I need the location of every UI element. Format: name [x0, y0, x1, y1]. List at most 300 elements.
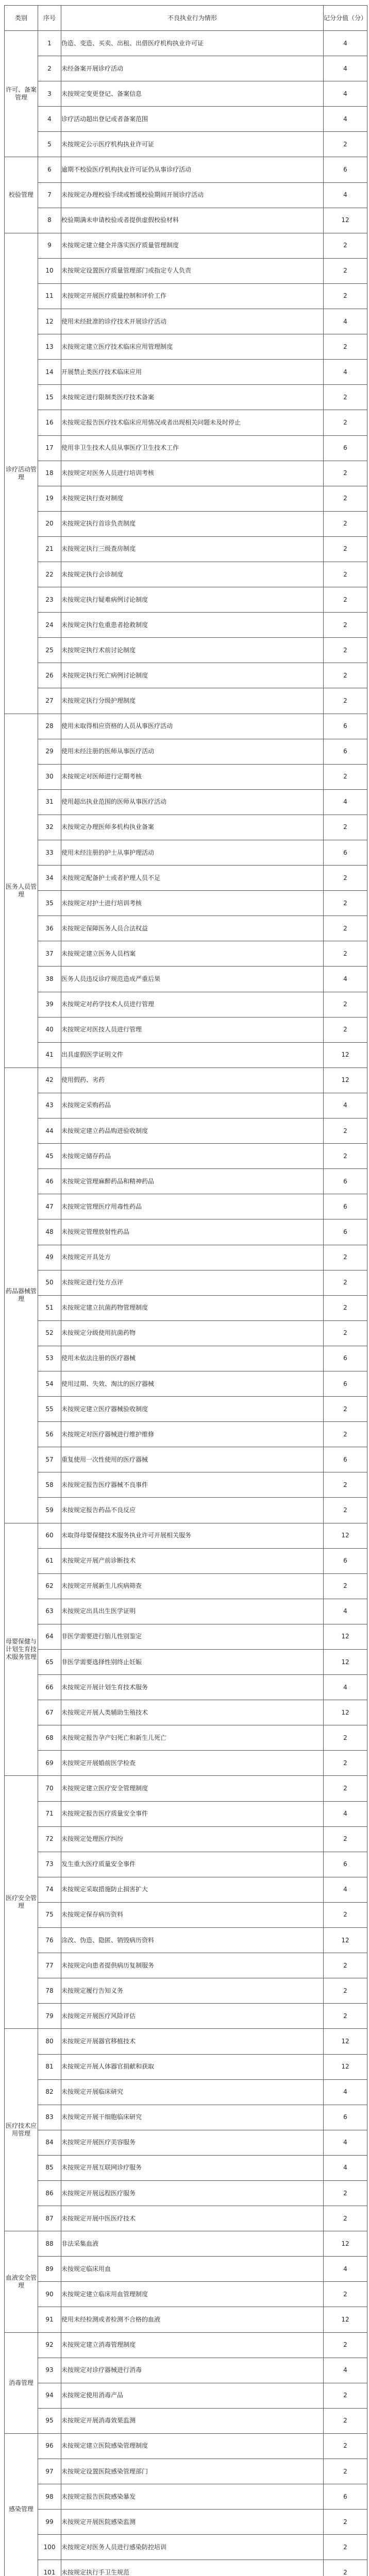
score-cell: 6 — [324, 1219, 367, 1245]
table-row — [5, 2408, 367, 2433]
score-cell: 4 — [324, 1877, 367, 1902]
number-cell: 99 — [38, 2510, 61, 2535]
number-cell: 43 — [38, 1093, 61, 1118]
score-cell: 2 — [324, 562, 367, 587]
number-cell: 26 — [38, 663, 61, 688]
criteria-cell: 未按规定执行查对制度 — [61, 486, 324, 511]
score-cell: 2 — [324, 511, 367, 536]
criteria-cell: 未按规定建立临床用血管理制度 — [61, 2282, 324, 2307]
number-cell: 88 — [38, 2231, 61, 2257]
number-cell: 81 — [38, 2054, 61, 2079]
table-row — [5, 511, 367, 536]
table-row — [5, 1978, 367, 2004]
number-cell: 13 — [38, 334, 61, 360]
number-cell: 37 — [38, 941, 61, 967]
score-cell: 4 — [324, 1801, 367, 1826]
number-cell: 17 — [38, 435, 61, 461]
number-cell: 19 — [38, 486, 61, 511]
number-cell: 45 — [38, 1144, 61, 1169]
score-cell: 2 — [324, 2408, 367, 2433]
number-cell: 22 — [38, 562, 61, 587]
criteria-cell: 未按规定对医务人员进行培训考核 — [61, 461, 324, 486]
number-cell: 39 — [38, 992, 61, 1017]
score-cell: 12 — [324, 1042, 367, 1067]
scoring-table — [4, 5, 367, 2576]
table-row — [5, 840, 367, 866]
number-cell: 94 — [38, 2383, 61, 2408]
category-cell: 医务人员管理 — [5, 714, 38, 1067]
number-cell: 27 — [38, 688, 61, 714]
number-cell: 67 — [38, 1700, 61, 1725]
table-row — [5, 1953, 367, 1978]
score-cell: 2 — [324, 866, 367, 891]
score-cell: 2 — [324, 410, 367, 435]
score-cell: 12 — [324, 2231, 367, 2257]
number-cell: 92 — [38, 2332, 61, 2358]
score-cell: 2 — [324, 663, 367, 688]
table-row — [5, 1346, 367, 1371]
score-cell: 2 — [324, 941, 367, 967]
criteria-cell: 未按规定执行首诊负责制度 — [61, 511, 324, 536]
criteria-cell: 非医学需要进行胎儿性别鉴定 — [61, 1624, 324, 1649]
criteria-cell: 未按规定建立医疗技术临床应用管理制度 — [61, 334, 324, 360]
score-cell: 2 — [324, 1776, 367, 1801]
criteria-cell: 未按规定报告医院感染暴发 — [61, 2484, 324, 2510]
criteria-cell: 未按规定执行术前讨论制度 — [61, 638, 324, 663]
number-cell: 14 — [38, 360, 61, 385]
table-row — [5, 2307, 367, 2332]
number-cell: 18 — [38, 461, 61, 486]
table-row — [5, 1118, 367, 1144]
table-row — [5, 2155, 367, 2180]
number-cell: 3 — [38, 81, 61, 107]
table-row — [5, 1650, 367, 1675]
criteria-cell: 未按规定执行会诊制度 — [61, 562, 324, 587]
criteria-cell: 使用未经批准的诊疗技术开展诊疗活动 — [61, 309, 324, 334]
table-row — [5, 1573, 367, 1599]
table-row — [5, 309, 367, 334]
number-cell: 87 — [38, 2206, 61, 2231]
criteria-cell: 非法采集血液 — [61, 2231, 324, 2257]
criteria-cell: 未按规定建立健全并落实医疗质量管理制度 — [61, 233, 324, 258]
criteria-cell: 未按规定履行告知义务 — [61, 1978, 324, 2004]
criteria-cell: 诊疗活动超出登记或者备案范围 — [61, 107, 324, 132]
table-row — [5, 2332, 367, 2358]
table-body — [5, 31, 367, 2576]
category-cell: 感染管理 — [5, 2433, 38, 2576]
number-cell: 9 — [38, 233, 61, 258]
table-row — [5, 866, 367, 891]
criteria-cell: 使用过期、失效、淘汰的医疗器械 — [61, 1371, 324, 1396]
criteria-cell: 未按规定开展计划生育技术服务 — [61, 1675, 324, 1700]
table-row — [5, 1700, 367, 1725]
category-cell: 许可、备案管理 — [5, 31, 38, 157]
score-cell: 6 — [324, 1852, 367, 1877]
score-cell: 6 — [324, 739, 367, 764]
score-cell: 2 — [324, 1953, 367, 1978]
score-cell: 4 — [324, 56, 367, 81]
score-cell: 2 — [324, 1978, 367, 2004]
table-row — [5, 486, 367, 511]
category-cell: 血液安全管理 — [5, 2231, 38, 2332]
number-cell: 73 — [38, 1852, 61, 1877]
table-row — [5, 2433, 367, 2459]
criteria-cell: 重复使用一次性使用的医疗器械 — [61, 1447, 324, 1472]
table-row — [5, 1624, 367, 1649]
table-row — [5, 638, 367, 663]
criteria-cell: 未按规定分级使用抗菌药物 — [61, 1320, 324, 1346]
table-row — [5, 1776, 367, 1801]
table-row — [5, 2257, 367, 2282]
number-cell: 5 — [38, 132, 61, 157]
criteria-cell: 未按规定对医师进行定期考核 — [61, 764, 324, 789]
number-cell: 21 — [38, 536, 61, 562]
criteria-cell: 未经备案开展诊疗活动 — [61, 56, 324, 81]
criteria-cell: 未按规定管理放射性药品 — [61, 1219, 324, 1245]
criteria-cell: 未按规定报告医疗器械不良事件 — [61, 1472, 324, 1498]
table-row — [5, 587, 367, 613]
table-row — [5, 916, 367, 941]
score-cell: 2 — [324, 2535, 367, 2560]
table-row — [5, 1599, 367, 1624]
criteria-cell: 未按规定进行处方点评 — [61, 1270, 324, 1295]
criteria-cell: 使用未经检测或者检测不合格的血液 — [61, 2307, 324, 2332]
score-cell: 2 — [324, 1751, 367, 1776]
number-cell: 69 — [38, 1751, 61, 1776]
table-row — [5, 132, 367, 157]
score-cell: 2 — [324, 1295, 367, 1320]
score-cell: 2 — [324, 815, 367, 840]
number-cell: 38 — [38, 967, 61, 992]
table-row — [5, 2079, 367, 2105]
score-cell: 2 — [324, 283, 367, 309]
number-cell: 82 — [38, 2079, 61, 2105]
criteria-cell: 未按规定开展中医医疗技术 — [61, 2206, 324, 2231]
criteria-cell: 使用未经注册的护士从事护理活动 — [61, 840, 324, 866]
number-cell: 59 — [38, 1498, 61, 1523]
number-cell: 64 — [38, 1624, 61, 1649]
table-row — [5, 360, 367, 385]
table-row — [5, 385, 367, 410]
table-row — [5, 1928, 367, 1953]
score-cell: 2 — [324, 2433, 367, 2459]
criteria-cell: 未按规定办理医师多机构执业备案 — [61, 815, 324, 840]
score-cell: 2 — [324, 638, 367, 663]
criteria-cell: 未按规定公示医疗机构执业许可证 — [61, 132, 324, 157]
score-cell: 2 — [324, 1397, 367, 1422]
number-cell: 95 — [38, 2408, 61, 2433]
score-cell: 12 — [324, 2054, 367, 2079]
criteria-cell: 未按规定管理医疗用毒性药品 — [61, 1194, 324, 1219]
table-row — [5, 967, 367, 992]
number-cell: 100 — [38, 2535, 61, 2560]
score-cell: 2 — [324, 2180, 367, 2206]
score-cell: 2 — [324, 461, 367, 486]
criteria-cell: 未按规定执行三级查房制度 — [61, 536, 324, 562]
number-cell: 93 — [38, 2358, 61, 2383]
number-cell: 32 — [38, 815, 61, 840]
score-cell: 4 — [324, 2257, 367, 2282]
table-row — [5, 941, 367, 967]
table-row — [5, 81, 367, 107]
score-cell: 4 — [324, 360, 367, 385]
number-cell: 86 — [38, 2180, 61, 2206]
score-cell: 12 — [324, 1650, 367, 1675]
table-row — [5, 2383, 367, 2408]
table-row — [5, 2282, 367, 2307]
table-row — [5, 107, 367, 132]
score-cell: 2 — [324, 1270, 367, 1295]
table-row — [5, 2029, 367, 2054]
category-cell: 校验管理 — [5, 157, 38, 233]
table-row — [5, 1447, 367, 1472]
criteria-cell: 未按规定开展产前诊断技术 — [61, 1548, 324, 1573]
number-cell: 76 — [38, 1928, 61, 1953]
score-cell: 2 — [324, 1573, 367, 1599]
score-cell: 2 — [324, 1725, 367, 1751]
number-cell: 6 — [38, 157, 61, 182]
criteria-cell: 未按规定配备护士或者护理人员不足 — [61, 866, 324, 891]
criteria-cell: 未按规定开展医疗质量控制和评价工作 — [61, 283, 324, 309]
number-cell: 78 — [38, 1978, 61, 2004]
number-cell: 75 — [38, 1902, 61, 1927]
number-cell: 1 — [38, 31, 61, 56]
table-row — [5, 1169, 367, 1194]
criteria-cell: 未按规定变更登记、备案信息 — [61, 81, 324, 107]
number-cell: 74 — [38, 1877, 61, 1902]
table-row — [5, 1067, 367, 1093]
table-row — [5, 1751, 367, 1776]
number-cell: 77 — [38, 1953, 61, 1978]
criteria-cell: 未按规定建立医务人员档案 — [61, 941, 324, 967]
number-cell: 49 — [38, 1245, 61, 1270]
table-row — [5, 1144, 367, 1169]
score-cell: 6 — [324, 1548, 367, 1573]
score-cell: 2 — [324, 258, 367, 283]
score-cell: 4 — [324, 2155, 367, 2180]
score-cell: 2 — [324, 891, 367, 916]
table-row — [5, 1295, 367, 1320]
number-cell: 4 — [38, 107, 61, 132]
score-cell: 12 — [324, 2307, 367, 2332]
number-cell: 10 — [38, 258, 61, 283]
score-cell: 6 — [324, 1346, 367, 1371]
table-row — [5, 157, 367, 182]
criteria-cell: 未按规定建立医疗器械验收制度 — [61, 1397, 324, 1422]
number-cell: 51 — [38, 1295, 61, 1320]
number-cell: 30 — [38, 764, 61, 789]
score-cell: 4 — [324, 2130, 367, 2155]
score-cell: 12 — [324, 1523, 367, 1548]
table-row — [5, 992, 367, 1017]
score-cell: 6 — [324, 2484, 367, 2510]
criteria-cell: 使用未依法注册的医疗器械 — [61, 1346, 324, 1371]
criteria-cell: 非医学需要选择性别终止妊娠 — [61, 1650, 324, 1675]
criteria-cell: 未按规定报告药品不良反应 — [61, 1498, 324, 1523]
score-cell: 12 — [324, 1700, 367, 1725]
number-cell: 29 — [38, 739, 61, 764]
table-row — [5, 1042, 367, 1067]
score-cell: 2 — [324, 1472, 367, 1498]
score-cell: 2 — [324, 992, 367, 1017]
table-row — [5, 1194, 367, 1219]
score-cell: 2 — [324, 1826, 367, 1852]
table-row — [5, 1801, 367, 1826]
number-cell: 85 — [38, 2155, 61, 2180]
criteria-cell: 未按规定建立药品购进验收制度 — [61, 1118, 324, 1144]
criteria-cell: 未按规定保障医务人员合法权益 — [61, 916, 324, 941]
criteria-cell: 未按规定开展医院感染监测 — [61, 2510, 324, 2535]
score-cell: 6 — [324, 714, 367, 739]
score-cell: 2 — [324, 486, 367, 511]
table-row — [5, 2484, 367, 2510]
score-cell: 12 — [324, 1067, 367, 1093]
table-row — [5, 1548, 367, 1573]
header-category: 类别 — [5, 6, 38, 31]
number-cell: 66 — [38, 1675, 61, 1700]
criteria-cell: 未按规定使用消毒产品 — [61, 2383, 324, 2408]
number-cell: 47 — [38, 1194, 61, 1219]
criteria-cell: 未按规定保存病历资料 — [61, 1902, 324, 1927]
table-row — [5, 31, 367, 56]
criteria-cell: 未按规定临床用血 — [61, 2257, 324, 2282]
number-cell: 101 — [38, 2560, 61, 2576]
criteria-cell: 未按规定建立医疗安全管理制度 — [61, 1776, 324, 1801]
score-cell: 6 — [324, 157, 367, 182]
score-cell: 4 — [324, 31, 367, 56]
number-cell: 89 — [38, 2257, 61, 2282]
number-cell: 71 — [38, 1801, 61, 1826]
criteria-cell: 未按规定执行手卫生规范 — [61, 2560, 324, 2576]
number-cell: 28 — [38, 714, 61, 739]
table-row — [5, 1219, 367, 1245]
number-cell: 79 — [38, 2004, 61, 2029]
number-cell: 2 — [38, 56, 61, 81]
criteria-cell: 未按规定设置医院感染管理部门 — [61, 2459, 324, 2484]
table-row — [5, 2510, 367, 2535]
table-row — [5, 410, 367, 435]
score-cell: 2 — [324, 233, 367, 258]
score-cell: 4 — [324, 182, 367, 208]
score-cell: 4 — [324, 107, 367, 132]
table-row — [5, 1826, 367, 1852]
number-cell: 68 — [38, 1725, 61, 1751]
criteria-cell: 医务人员违反诊疗规范造成严重后果 — [61, 967, 324, 992]
number-cell: 42 — [38, 1067, 61, 1093]
number-cell: 15 — [38, 385, 61, 410]
score-cell: 2 — [324, 1422, 367, 1447]
score-cell: 2 — [324, 334, 367, 360]
criteria-cell: 未按规定建立消毒管理制度 — [61, 2332, 324, 2358]
score-cell: 4 — [324, 81, 367, 107]
score-cell: 2 — [324, 613, 367, 638]
table-row — [5, 1017, 367, 1042]
criteria-cell: 未按规定办理校验手续或暂缓校验期间开展诊疗活动 — [61, 182, 324, 208]
score-cell: 6 — [324, 1194, 367, 1219]
criteria-cell: 未按规定开展互联网诊疗服务 — [61, 2155, 324, 2180]
score-cell: 2 — [324, 1498, 367, 1523]
number-cell: 83 — [38, 2105, 61, 2130]
number-cell: 65 — [38, 1650, 61, 1675]
score-cell: 2 — [324, 1144, 367, 1169]
criteria-cell: 未按规定出具出生医学证明 — [61, 1599, 324, 1624]
category-cell: 医疗安全管理 — [5, 1776, 38, 2029]
number-cell: 61 — [38, 1548, 61, 1573]
table-row — [5, 258, 367, 283]
table-row — [5, 562, 367, 587]
table-row — [5, 182, 367, 208]
category-cell: 母婴保健与计划生育技术服务管理 — [5, 1523, 38, 1776]
number-cell: 24 — [38, 613, 61, 638]
number-cell: 58 — [38, 1472, 61, 1498]
table-row — [5, 2535, 367, 2560]
criteria-cell: 未按规定开展人类辅助生殖技术 — [61, 1700, 324, 1725]
score-cell: 12 — [324, 2029, 367, 2054]
score-cell: 2 — [324, 2383, 367, 2408]
number-cell: 16 — [38, 410, 61, 435]
number-cell: 96 — [38, 2433, 61, 2459]
criteria-cell: 未按规定开展远程医疗服务 — [61, 2180, 324, 2206]
number-cell: 7 — [38, 182, 61, 208]
table-row — [5, 334, 367, 360]
number-cell: 50 — [38, 1270, 61, 1295]
table-row — [5, 2358, 367, 2383]
criteria-cell: 未按规定执行疑难病例讨论制度 — [61, 587, 324, 613]
table-row — [5, 688, 367, 714]
score-cell: 4 — [324, 1599, 367, 1624]
table-row — [5, 1675, 367, 1700]
criteria-cell: 未按规定报告医疗技术临床应用情况或者出现相关问题未及时停止 — [61, 410, 324, 435]
number-cell: 20 — [38, 511, 61, 536]
criteria-cell: 使用超出执业范围的医师从事医疗活动 — [61, 789, 324, 815]
criteria-cell: 未按规定采购药品 — [61, 1093, 324, 1118]
score-cell: 6 — [324, 2105, 367, 2130]
number-cell: 63 — [38, 1599, 61, 1624]
score-cell: 6 — [324, 840, 367, 866]
table-row — [5, 2459, 367, 2484]
header-score: 记分分值（分） — [324, 6, 367, 31]
header-criteria: 不良执业行为情形 — [61, 6, 324, 31]
number-cell: 34 — [38, 866, 61, 891]
criteria-cell: 未按规定开展人体器官捐献和获取 — [61, 2054, 324, 2079]
table-row — [5, 233, 367, 258]
score-cell: 4 — [324, 1675, 367, 1700]
table-row — [5, 2231, 367, 2257]
criteria-cell: 未按规定采取措施防止损害扩大 — [61, 1877, 324, 1902]
table-row — [5, 2180, 367, 2206]
number-cell: 60 — [38, 1523, 61, 1548]
criteria-cell: 未按规定开展婚前医学检查 — [61, 1751, 324, 1776]
score-cell: 12 — [324, 1928, 367, 1953]
table-row — [5, 1245, 367, 1270]
score-cell: 2 — [324, 587, 367, 613]
score-cell: 2 — [324, 688, 367, 714]
number-cell: 36 — [38, 916, 61, 941]
score-cell: 4 — [324, 309, 367, 334]
table-row — [5, 2130, 367, 2155]
table-row — [5, 2560, 367, 2576]
table-row — [5, 2206, 367, 2231]
criteria-cell: 未按规定执行分级护理制度 — [61, 688, 324, 714]
score-cell: 2 — [324, 1902, 367, 1927]
criteria-cell: 未按规定建立抗菌药物管理制度 — [61, 1295, 324, 1320]
criteria-cell: 未按规定报告医疗质量安全事件 — [61, 1801, 324, 1826]
table-row — [5, 714, 367, 739]
score-cell: 2 — [324, 2510, 367, 2535]
criteria-cell: 使用未取得相应资格的人员从事医疗活动 — [61, 714, 324, 739]
number-cell: 11 — [38, 283, 61, 309]
number-cell: 70 — [38, 1776, 61, 1801]
